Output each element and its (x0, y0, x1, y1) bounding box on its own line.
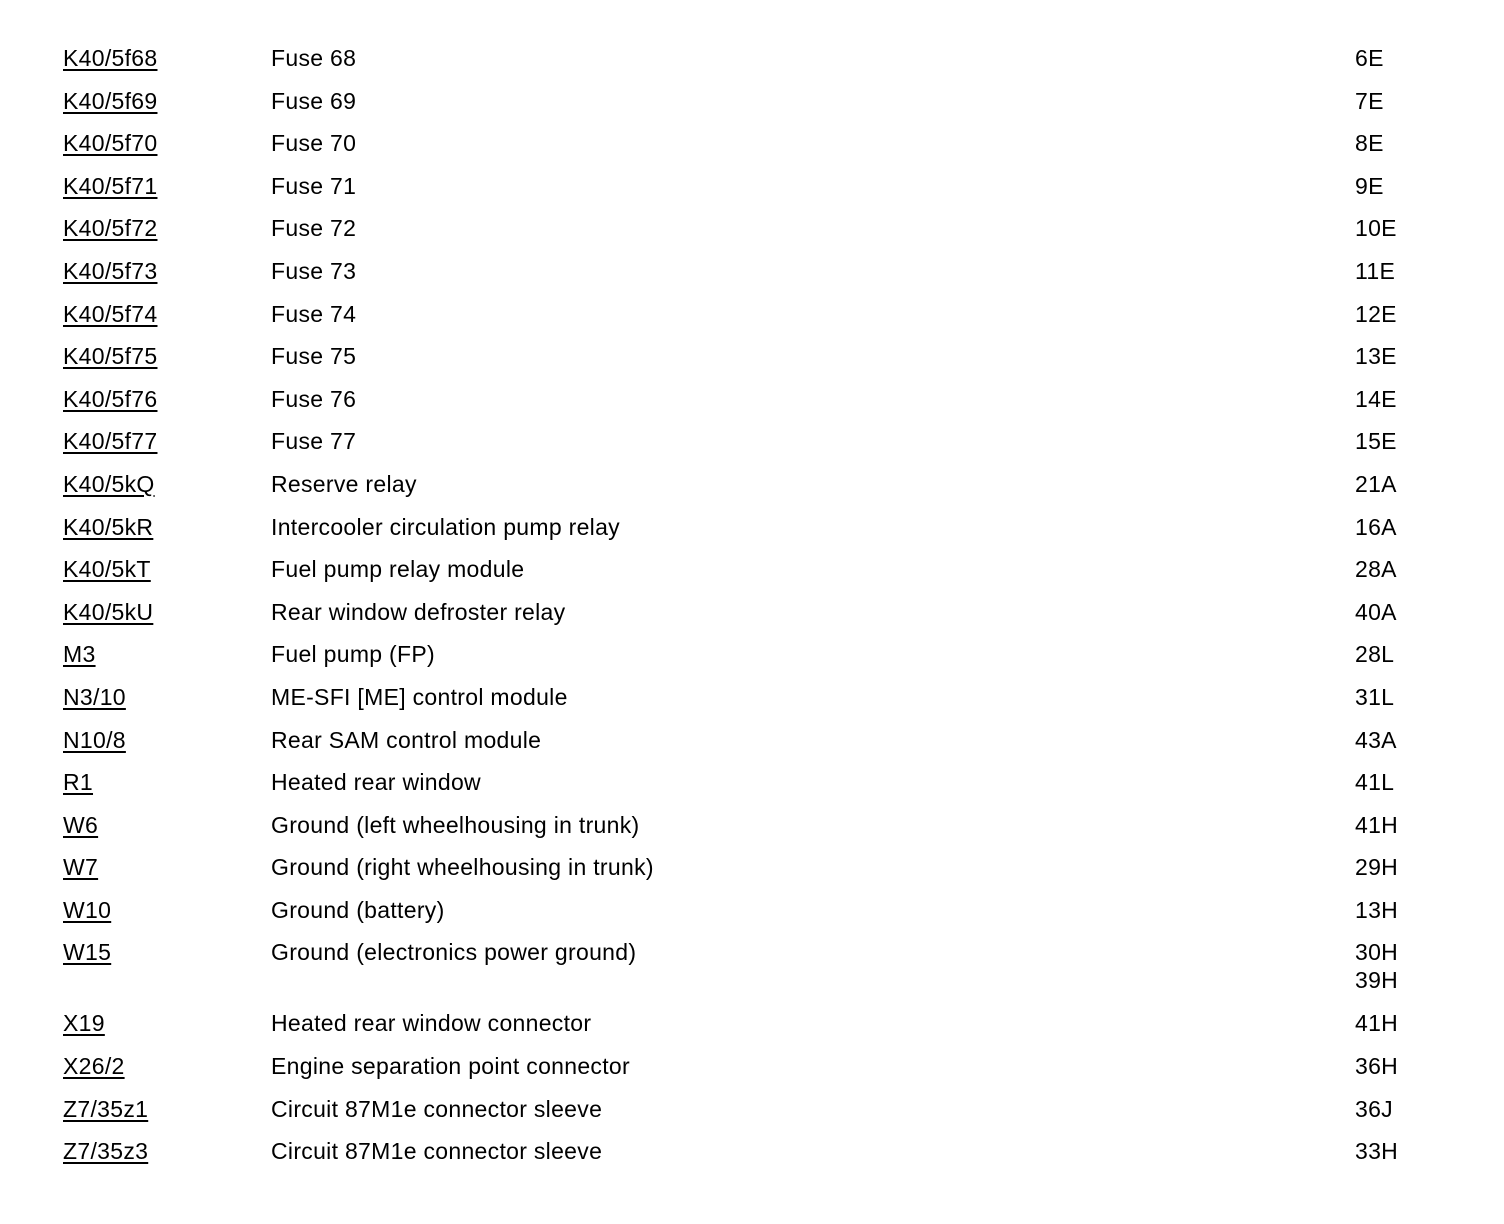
component-code-cell (63, 768, 271, 811)
component-code-cell (63, 214, 271, 257)
grid-location-cell (1355, 1095, 1443, 1138)
component-description: Engine separation point connector (271, 1053, 630, 1080)
component-code-cell (63, 598, 271, 641)
component-code-cell (63, 470, 271, 513)
grid-location: 33H (1355, 1138, 1399, 1165)
table-row (63, 172, 1443, 215)
component-code-link[interactable]: K40/5kU (63, 598, 154, 625)
component-description: Rear window defroster relay (271, 598, 566, 625)
component-code-cell (63, 44, 271, 87)
grid-location-cell (1355, 1137, 1443, 1180)
component-description: Fuse 69 (271, 87, 357, 114)
component-code-cell (63, 853, 271, 896)
component-code-link[interactable]: K40/5f75 (63, 343, 158, 370)
component-code-link[interactable]: K40/5kR (63, 513, 154, 540)
component-description: Heated rear window (271, 769, 481, 796)
component-code-cell (63, 1052, 271, 1095)
table-row (63, 598, 1443, 641)
component-code-link[interactable]: Z7/35z3 (63, 1138, 149, 1165)
component-code-link[interactable]: K40/5kQ (63, 470, 155, 497)
table-row (63, 1009, 1443, 1052)
grid-location-cell (1355, 300, 1443, 343)
component-code-cell (63, 513, 271, 556)
table-row (63, 1052, 1443, 1095)
component-description: Intercooler circulation pump relay (271, 513, 620, 540)
component-code-link[interactable]: N3/10 (63, 683, 126, 710)
table-row (63, 555, 1443, 598)
component-code-link[interactable]: K40/5f70 (63, 130, 158, 157)
table-row (63, 726, 1443, 769)
table-row (63, 768, 1443, 811)
grid-location: 28L (1355, 641, 1395, 668)
grid-location-cell (1355, 87, 1443, 130)
grid-location: 41L (1355, 769, 1395, 796)
grid-location: 21A (1355, 470, 1397, 497)
component-code-cell (63, 385, 271, 428)
grid-location-cell (1355, 768, 1443, 811)
component-code-cell (63, 129, 271, 172)
grid-location: 41H (1355, 1010, 1399, 1037)
grid-location-cell (1355, 385, 1443, 428)
component-description: Circuit 87M1e connector sleeve (271, 1138, 603, 1165)
table-row (63, 44, 1443, 87)
component-code-link[interactable]: K40/5f74 (63, 300, 158, 327)
component-code-cell (63, 427, 271, 470)
grid-location: 9E (1355, 172, 1384, 199)
grid-location: 13E (1355, 343, 1397, 370)
component-code-cell (63, 172, 271, 215)
table-row (63, 513, 1443, 556)
grid-location-cell (1355, 1009, 1443, 1052)
grid-location: 8E (1355, 130, 1384, 157)
table-row (63, 1095, 1443, 1138)
grid-location-cell (1355, 214, 1443, 257)
table-row (63, 214, 1443, 257)
component-description: Fuse 76 (271, 385, 357, 412)
grid-location-cell (1355, 853, 1443, 896)
component-code-link[interactable]: K40/5f72 (63, 215, 158, 242)
component-description: Rear SAM control module (271, 726, 542, 753)
component-description: Fuse 71 (271, 172, 357, 199)
grid-location-cell (1355, 470, 1443, 513)
component-code-link[interactable]: W7 (63, 854, 99, 881)
grid-location: 29H (1355, 854, 1399, 881)
grid-location: 16A (1355, 513, 1397, 540)
grid-location-cell (1355, 683, 1443, 726)
table-row (63, 470, 1443, 513)
grid-location: 10E (1355, 215, 1397, 242)
grid-location-cell (1355, 555, 1443, 598)
component-description: Circuit 87M1e connector sleeve (271, 1095, 603, 1122)
grid-location: 28A (1355, 556, 1397, 583)
component-code-cell (63, 726, 271, 769)
component-description: Fuse 70 (271, 130, 357, 157)
grid-location-cell (1355, 726, 1443, 769)
component-code-cell (63, 87, 271, 130)
component-code-link[interactable]: Z7/35z1 (63, 1095, 149, 1122)
component-code-link[interactable]: K40/5f71 (63, 172, 158, 199)
component-code-cell (63, 257, 271, 300)
component-code-link[interactable]: M3 (63, 641, 96, 668)
component-legend-table (63, 44, 1443, 1180)
component-description: Fuel pump relay module (271, 556, 525, 583)
component-code-link[interactable]: K40/5f69 (63, 87, 158, 114)
component-description: Fuse 77 (271, 428, 357, 455)
grid-location-cell (1355, 640, 1443, 683)
grid-location: 31L (1355, 683, 1395, 710)
table-row (63, 853, 1443, 896)
component-code-cell (63, 342, 271, 385)
component-description: Fuse 73 (271, 257, 357, 284)
component-description: Heated rear window connector (271, 1010, 592, 1037)
legend-body (63, 44, 1443, 1180)
grid-location: 15E (1355, 428, 1397, 455)
table-row (63, 640, 1443, 683)
table-row (63, 129, 1443, 172)
grid-location: 43A (1355, 726, 1397, 753)
table-row (63, 427, 1443, 470)
component-description: Reserve relay (271, 470, 417, 497)
component-description: Ground (left wheelhousing in trunk) (271, 811, 640, 838)
component-description: Fuse 75 (271, 343, 357, 370)
grid-location-cell (1355, 513, 1443, 556)
grid-location: 6E (1355, 45, 1384, 71)
table-row (63, 1137, 1443, 1180)
grid-location: 30H (1355, 939, 1399, 966)
grid-location-cell (1355, 44, 1443, 87)
grid-location: 39H (1355, 967, 1399, 994)
component-code-link[interactable]: X19 (63, 1010, 105, 1037)
table-row (63, 257, 1443, 300)
table-row (63, 683, 1443, 726)
component-code-cell (63, 896, 271, 939)
table-row (63, 385, 1443, 428)
component-description: Ground (right wheelhousing in trunk) (271, 854, 654, 881)
component-code-link[interactable]: K40/5f77 (63, 428, 158, 455)
component-code-link[interactable]: K40/5f76 (63, 385, 158, 412)
table-row (63, 300, 1443, 343)
table-row (63, 811, 1443, 854)
grid-location-cell (1355, 427, 1443, 470)
grid-location-cell (1355, 598, 1443, 641)
component-description: Fuse 68 (271, 45, 357, 71)
component-description: Fuse 72 (271, 215, 357, 242)
grid-location: 40A (1355, 598, 1397, 625)
grid-location: 36H (1355, 1053, 1399, 1080)
component-code-link[interactable]: K40/5f68 (63, 45, 158, 71)
component-code-cell (63, 300, 271, 343)
grid-location: 14E (1355, 385, 1397, 412)
grid-location: 7E (1355, 87, 1384, 114)
component-code-cell (63, 1095, 271, 1138)
component-code-cell (63, 555, 271, 598)
grid-location-cell (1355, 1052, 1443, 1095)
component-description: ME-SFI [ME] control module (271, 683, 568, 710)
table-row (63, 938, 1443, 1009)
component-code-cell (63, 683, 271, 726)
grid-location: 11E (1355, 257, 1396, 284)
component-code-link[interactable]: X26/2 (63, 1053, 125, 1080)
grid-location: 36J (1355, 1095, 1393, 1122)
component-description: Fuel pump (FP) (271, 641, 435, 668)
grid-location: 12E (1355, 300, 1397, 327)
grid-location-cell (1355, 342, 1443, 385)
component-code-link[interactable]: W6 (63, 811, 99, 838)
component-code-cell (63, 1009, 271, 1052)
component-code-cell (63, 640, 271, 683)
component-code-link[interactable]: W10 (63, 896, 112, 923)
component-description: Fuse 74 (271, 300, 357, 327)
grid-location-cell (1355, 257, 1443, 300)
component-code-link[interactable]: W15 (63, 939, 112, 966)
grid-location: 41H (1355, 811, 1399, 838)
component-code-link[interactable]: R1 (63, 769, 94, 796)
grid-location-cell (1355, 811, 1443, 854)
component-code-cell (63, 938, 271, 1009)
grid-location-cell (1355, 938, 1443, 1009)
component-code-cell (63, 1137, 271, 1180)
table-row (63, 896, 1443, 939)
component-code-link[interactable]: K40/5f73 (63, 257, 158, 284)
component-description: Ground (battery) (271, 896, 445, 923)
component-code-link[interactable]: K40/5kT (63, 556, 151, 583)
component-code-cell (63, 811, 271, 854)
table-row (63, 87, 1443, 130)
grid-location: 13H (1355, 896, 1399, 923)
component-code-link[interactable]: N10/8 (63, 726, 126, 753)
grid-location-cell (1355, 129, 1443, 172)
component-description: Ground (electronics power ground) (271, 939, 637, 966)
grid-location-cell (1355, 172, 1443, 215)
grid-location-cell (1355, 896, 1443, 939)
table-row (63, 342, 1443, 385)
